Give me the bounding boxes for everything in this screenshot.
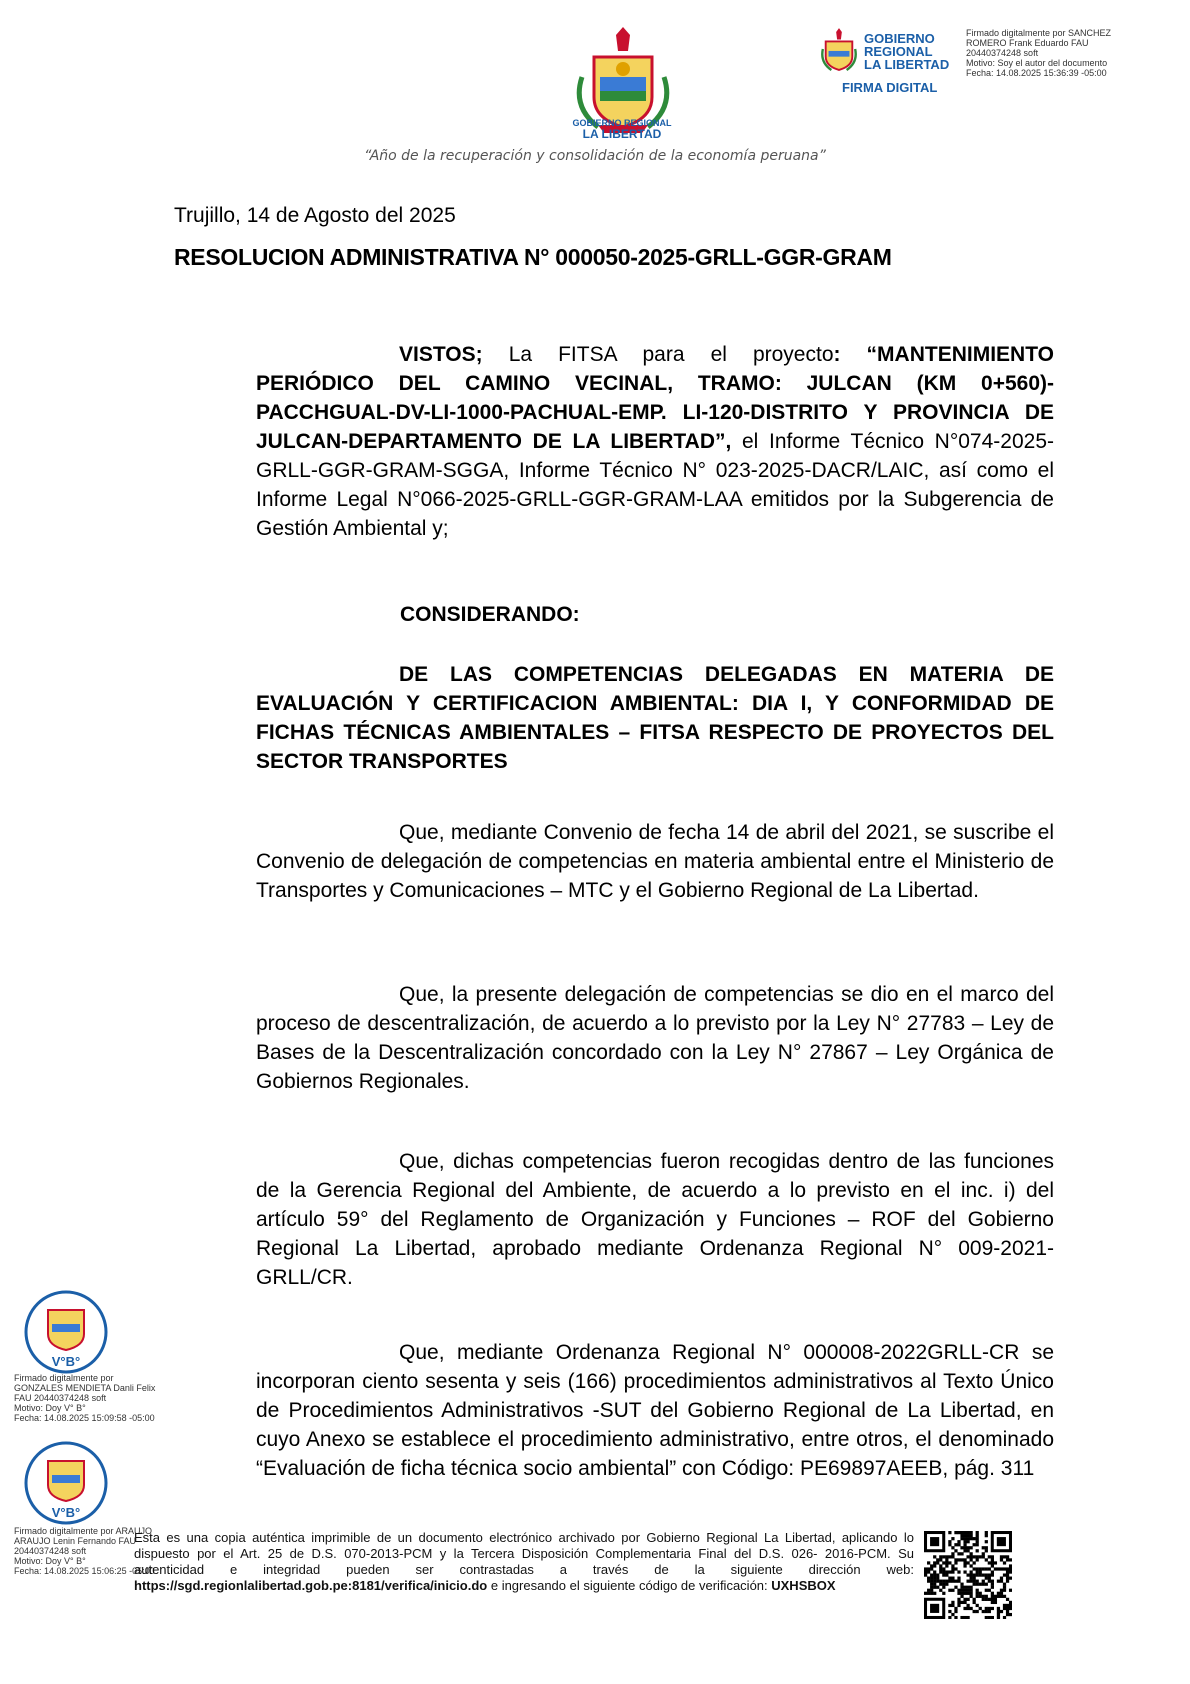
vobo-stamp-icon — [24, 1441, 108, 1525]
year-motto: “Año de la recuperación y consolidación de la economía peruana” — [364, 148, 826, 164]
signature-meta-line: Motivo: Soy el autor del documento — [966, 58, 1108, 68]
stamp-meta-line: Firmado digitalmente por ARAUJO — [14, 1526, 153, 1536]
stamp-meta-line: Fecha: 14.08.2025 15:06:25 -05:00 — [14, 1566, 155, 1576]
verification-code: UXHSBOX — [771, 1578, 836, 1593]
stamp-meta-line: 20440374248 soft — [14, 1546, 87, 1556]
competencias-heading: DE LAS COMPETENCIAS DELEGADAS EN MATERIA DE EVALUACIÓN Y CERTIFICACION AMBIENTAL: DIA I, Y CONFORMIDAD DE FICHAS TÉCNICAS AMBIENTALES – FITSA RESPECTO DE PROYECTOS DEL SECTOR TRANSPORTES — [256, 663, 1054, 773]
digital-signature-meta — [966, 28, 1186, 78]
considerando-heading: CONSIDERANDO: — [400, 603, 580, 626]
stamp-meta-line: Firmado digitalmente por — [14, 1373, 114, 1383]
stamp-meta-line: Motivo: Doy V° B° — [14, 1403, 86, 1413]
digital-signature-badge-title — [864, 32, 974, 71]
footer-text-2: e ingresando el siguiente código de verificación: — [487, 1578, 772, 1593]
stamp-meta-line: Motivo: Doy V° B° — [14, 1556, 86, 1566]
stamp-label: V°B° — [51, 1354, 81, 1369]
considerando-paragraph-1: Que, mediante Convenio de fecha 14 de abril del 2021, se suscribe el Convenio de delegación de competencias en materia ambiental entre el Ministerio de Transportes y Comunicaciones – MTC y el Gobierno Regional de La Libertad. — [256, 821, 1054, 902]
firma-digital-label: FIRMA DIGITAL — [842, 80, 938, 95]
qr-code-icon — [924, 1531, 1012, 1619]
stamp-meta-line: ARAUJO Lenin Fernando FAU — [14, 1536, 137, 1546]
stamp-label: V°B° — [51, 1505, 81, 1520]
digital-signature-crest-icon — [820, 28, 858, 72]
vobo-stamp-icon — [24, 1290, 108, 1374]
vistos-lead: VISTOS; — [399, 343, 483, 366]
footer-text: Esta es una copia auténtica imprimible de un documento electrónico archivado por Gobierno Regional La Libertad, aplicando lo dispuesto por el Art. 25 de D.S. 070-2013-PCM y la Tercera Disposición Complementaria Final del D.S. 026- 2016-PCM. Su autenticidad e integridad pueden ser contrastadas a través de la siguiente dirección web: — [134, 1530, 914, 1577]
signature-meta-line: Fecha: 14.08.2025 15:36:39 -05:00 — [966, 68, 1107, 78]
verification-url[interactable]: https://sgd.regionlalibertad.gob.pe:8181/verifica/inicio.do — [134, 1578, 488, 1593]
resolution-title: RESOLUCION ADMINISTRATIVA N° 000050-2025-GRLL-GGR-GRAM — [174, 244, 892, 270]
place-date: Trujillo, 14 de Agosto del 2025 — [174, 204, 456, 227]
stamp-signature-meta — [14, 1373, 194, 1423]
crest-label-small: GOBIERNO REGIONAL — [572, 118, 672, 128]
vistos-text: La FITSA para el proyecto — [482, 343, 834, 366]
vistos-paragraph — [256, 340, 1054, 543]
badge-title-line: REGIONAL — [864, 44, 933, 59]
signature-meta-line: Firmado digitalmente por SANCHEZ — [966, 28, 1112, 38]
project-name: : “MANTENIMIENTO PERIÓDICO DEL CAMINO VECINAL, TRAMO: JULCAN (KM 0+560)-PACCHGUAL-DV-LI-1000-PACHUAL-EMP. LI-120-DISTRITO Y PROVINCIA DE JULCAN-DEPARTAMENTO DE LA LIBERTAD”, — [256, 343, 1054, 453]
considerando-paragraph-2: Que, la presente delegación de competencias se dio en el marco del proceso de descentralización, de acuerdo a lo previsto por la Ley N° 27783 – Ley de Bases de la Descentralización concordado con la Ley N° 27867 – Ley Orgánica de Gobiernos Regionales. — [256, 983, 1054, 1093]
authenticity-footer — [134, 1530, 914, 1594]
badge-title-line: GOBIERNO — [864, 31, 935, 46]
vistos-text-rest: el Informe Técnico N°074-2025-GRLL-GGR-GRAM-SGGA, Informe Técnico N° 023-2025-DACR/LAIC, así como el Informe Legal N°066-2025-GRLL-GGR-GRAM-LAA emitidos por la Subgerencia de Gestión Ambiental y; — [256, 430, 1054, 540]
crest-label-big: LA LIBERTAD — [582, 127, 662, 141]
signature-meta-line: ROMERO Frank Eduardo FAU — [966, 38, 1089, 48]
stamp-meta-line: Fecha: 14.08.2025 15:09:58 -05:00 — [14, 1413, 155, 1423]
stamp-meta-line: FAU 20440374248 soft — [14, 1393, 107, 1403]
considerando-paragraph-4: Que, mediante Ordenanza Regional N° 000008-2022GRLL-CR se incorporan ciento sesenta y seis (166) procedimientos administrativos al Texto Único de Procedimientos Administrativos -SUT del Gobierno Regional de La Libertad, en cuyo Anexo se establece el procedimiento administrativo, entre otros, el denominado “Evaluación de ficha técnica socio ambiental” con Código: PE69897AEEB, pág. 311 — [256, 1341, 1054, 1480]
signature-meta-line: 20440374248 soft — [966, 48, 1039, 58]
stamp-meta-line: GONZALES MENDIETA Danli Felix — [14, 1383, 156, 1393]
badge-title-line: LA LIBERTAD — [864, 57, 950, 72]
considerando-paragraph-3: Que, dichas competencias fueron recogidas dentro de las funciones de la Gerencia Regional del Ambiente, de acuerdo a lo previsto en el inc. i) del artículo 59° del Reglamento de Organización y Funciones – ROF del Gobierno Regional La Libertad, aprobado mediante Ordenanza Regional N° 009-2021-GRLL/CR. — [256, 1150, 1054, 1289]
